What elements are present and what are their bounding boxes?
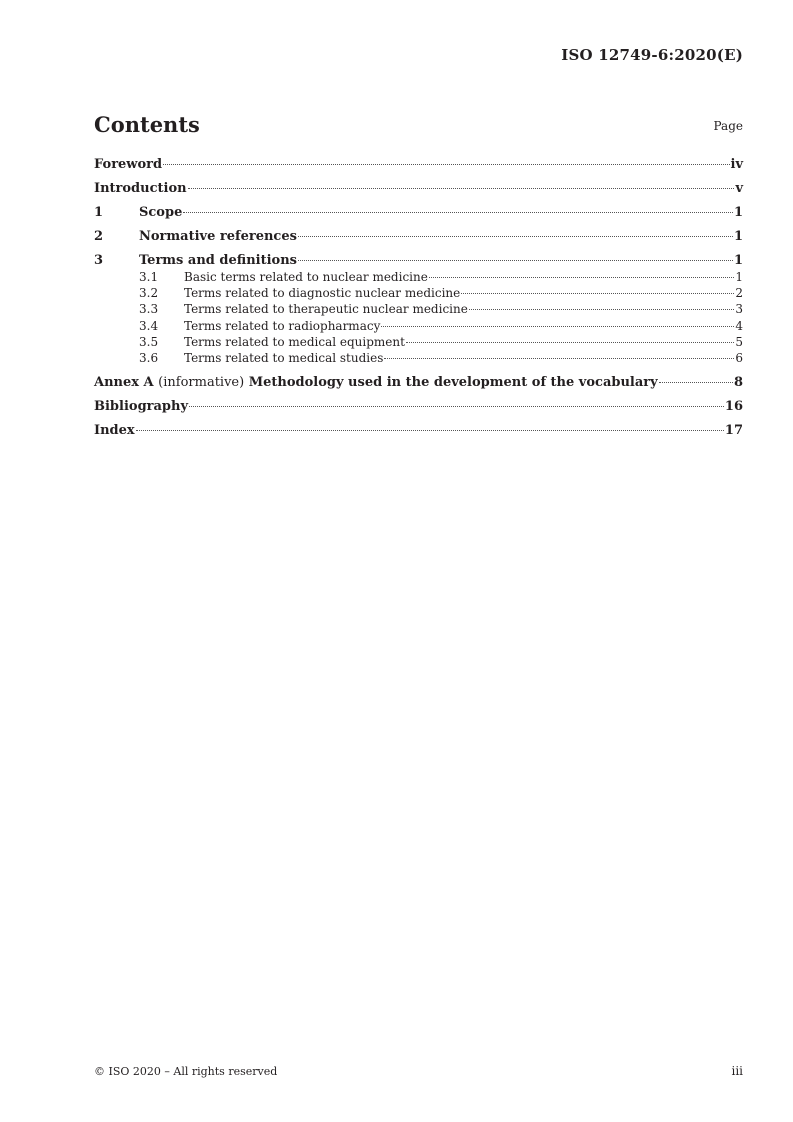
- toc-entry-title: Terms related to medical equipment: [184, 334, 405, 349]
- toc-entry-page: 1: [733, 229, 743, 244]
- dot-leader: [659, 382, 733, 383]
- toc-entry-number: 3.4: [139, 318, 159, 333]
- toc-entry-number: 3.1: [139, 270, 159, 284]
- toc-subentry-3-3[interactable]: [94, 302, 743, 318]
- contents-heading: Contents: [94, 112, 200, 137]
- toc-entry-page: 3: [735, 302, 743, 317]
- toc-entry-normative-references[interactable]: [94, 227, 743, 251]
- dot-leader: [298, 260, 733, 261]
- toc-entry-title: Normative references: [139, 229, 297, 244]
- toc-entry-title: Scope: [139, 205, 183, 220]
- dot-leader: [189, 406, 724, 407]
- dot-leader: [136, 430, 724, 431]
- toc-entry-title: Terms related to medical studies: [184, 350, 384, 365]
- toc-entry-title: Terms related to therapeutic nuclear medicine: [184, 302, 468, 317]
- annex-title: Methodology used in the development of the vocabulary: [248, 375, 658, 391]
- annex-prefix: Annex A: [94, 375, 154, 391]
- toc-entry-page: 17: [724, 423, 743, 439]
- toc-entry-number: 2: [94, 229, 104, 244]
- dot-leader: [469, 309, 735, 310]
- toc-entry-page: 6: [735, 350, 743, 365]
- dot-leader: [429, 277, 735, 278]
- page-column-label: Page: [713, 119, 743, 133]
- toc-entry-title: Terms and definitions: [139, 253, 297, 268]
- toc-entry-title: Terms related to diagnostic nuclear medicine: [184, 286, 461, 301]
- toc-entry-number: 3.2: [139, 286, 159, 301]
- dot-leader: [298, 236, 733, 237]
- toc-entry-introduction[interactable]: [94, 179, 743, 203]
- toc-entry-foreword[interactable]: [94, 155, 743, 179]
- toc-subentry-3-1[interactable]: [94, 270, 743, 286]
- toc-subentry-3-2[interactable]: [94, 286, 743, 302]
- toc-entry-page: 8: [733, 375, 743, 391]
- toc-entry-title: Bibliography: [94, 399, 189, 415]
- dot-leader: [188, 188, 735, 189]
- table-of-contents: [94, 155, 743, 445]
- toc-entry-page: 2: [735, 286, 743, 301]
- toc-entry-title: [94, 374, 658, 392]
- toc-entry-scope[interactable]: [94, 203, 743, 227]
- annex-type: (informative): [158, 375, 245, 391]
- toc-entry-number: 1: [94, 205, 104, 220]
- toc-entry-number: 3.6: [139, 350, 159, 365]
- toc-entry-page: 1: [735, 270, 743, 284]
- footer-page-number: iii: [731, 1064, 743, 1078]
- toc-entry-number: 3: [94, 253, 104, 268]
- dot-leader: [183, 212, 733, 213]
- dot-leader: [406, 342, 734, 343]
- toc-entry-page: 5: [735, 334, 743, 349]
- toc-subentry-3-5[interactable]: [94, 335, 743, 351]
- toc-entry-page: 4: [735, 318, 743, 333]
- toc-entry-number: 3.3: [139, 302, 159, 317]
- toc-entry-number: 3.5: [139, 334, 159, 349]
- toc-entry-page: 1: [733, 205, 743, 220]
- toc-entry-title: Foreword: [94, 157, 163, 172]
- footer-copyright: © ISO 2020 – All rights reserved: [94, 1065, 278, 1078]
- toc-entry-page: 1: [733, 253, 743, 268]
- toc-entry-title: Index: [94, 423, 135, 439]
- toc-entry-index[interactable]: [94, 421, 743, 445]
- toc-entry-annex-a[interactable]: [94, 373, 743, 397]
- dot-leader: [384, 358, 734, 359]
- dot-leader: [461, 293, 734, 294]
- document-id: ISO 12749-6:2020(E): [561, 46, 743, 64]
- toc-entry-page: 16: [724, 399, 743, 415]
- toc-entry-page: v: [735, 181, 743, 196]
- toc-subentry-3-6[interactable]: [94, 351, 743, 367]
- toc-entry-title: Basic terms related to nuclear medicine: [184, 270, 428, 284]
- toc-entry-title: Introduction: [94, 181, 187, 196]
- toc-subentry-3-4[interactable]: [94, 319, 743, 335]
- dot-leader: [163, 164, 729, 165]
- dot-leader: [381, 326, 734, 327]
- toc-entry-title: Terms related to radiopharmacy: [184, 318, 381, 333]
- toc-entry-bibliography[interactable]: [94, 397, 743, 421]
- toc-entry-page: iv: [730, 157, 743, 172]
